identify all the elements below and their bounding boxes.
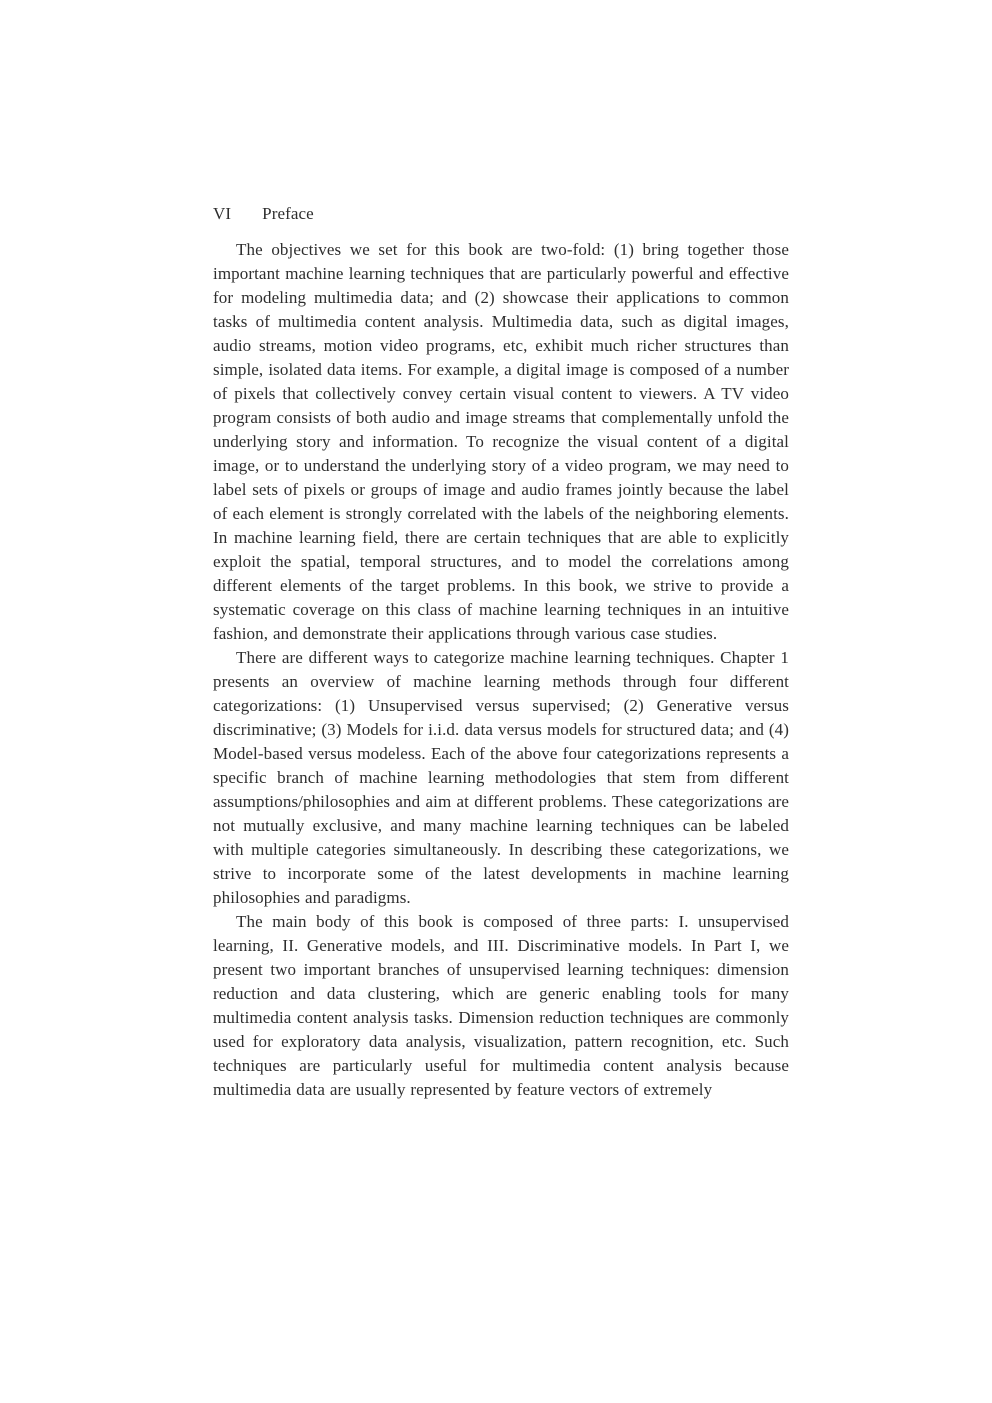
preface-text-block (213, 202, 789, 1102)
preface-paragraph-2: There are different ways to categorize machine learning techniques. Chapter 1 presents an overview of machine learning methods through four different categorizations: (1) Unsupervised versus supervised; (2) Generative versus discriminative; (3) Models for i.i.d. data versus models for structured data; and (4) Model-based versus modeless. Each of the above four categorizations represents a specific branch of machine learning methodologies that stem from different assumptions/philosophies and aim at different problems. These categorizations are not mutually exclusive, and many machine learning techniques can be labeled with multiple categories simultaneously. In describing these categorizations, we strive to incorporate some of the latest developments in machine learning philosophies and paradigms. (213, 648, 789, 907)
preface-paragraph-3: The main body of this book is composed of three parts: I. unsupervised learning, II. Generative models, and III. Discriminative models. In Part I, we present two important branches of unsupervised learning techniques: dimension reduction and data clustering, which are generic enabling tools for many multimedia content analysis tasks. Dimension reduction techniques are commonly used for exploratory data analysis, visualization, pattern recognition, etc. Such techniques are particularly useful for multimedia content analysis because multimedia data are usually represented by feature vectors of extremely (213, 912, 789, 1099)
preface-paragraph-1: The objectives we set for this book are two-fold: (1) bring together those important machine learning techniques that are particularly powerful and effective for modeling multimedia data; and (2) showcase their applications to common tasks of multimedia content analysis. Multimedia data, such as digital images, audio streams, motion video programs, etc, exhibit much richer structures than simple, isolated data items. For example, a digital image is composed of a number of pixels that collectively convey certain visual content to viewers. A TV video program consists of both audio and image streams that complementally unfold the underlying story and information. To recognize the visual content of a digital image, or to understand the underlying story of a video program, we may need to label sets of pixels or groups of image and audio frames jointly because the label of each element is strongly correlated with the labels of the neighboring elements. In machine learning field, there are certain techniques that are able to explicitly exploit the spatial, temporal structures, and to model the correlations among different elements of the target problems. In this book, we strive to provide a systematic coverage on this class of machine learning techniques in an intuitive fashion, and demonstrate their applications through various case studies. (213, 240, 789, 643)
page-number: VI (213, 204, 232, 223)
running-header (213, 202, 789, 226)
running-title: Preface (262, 204, 314, 223)
